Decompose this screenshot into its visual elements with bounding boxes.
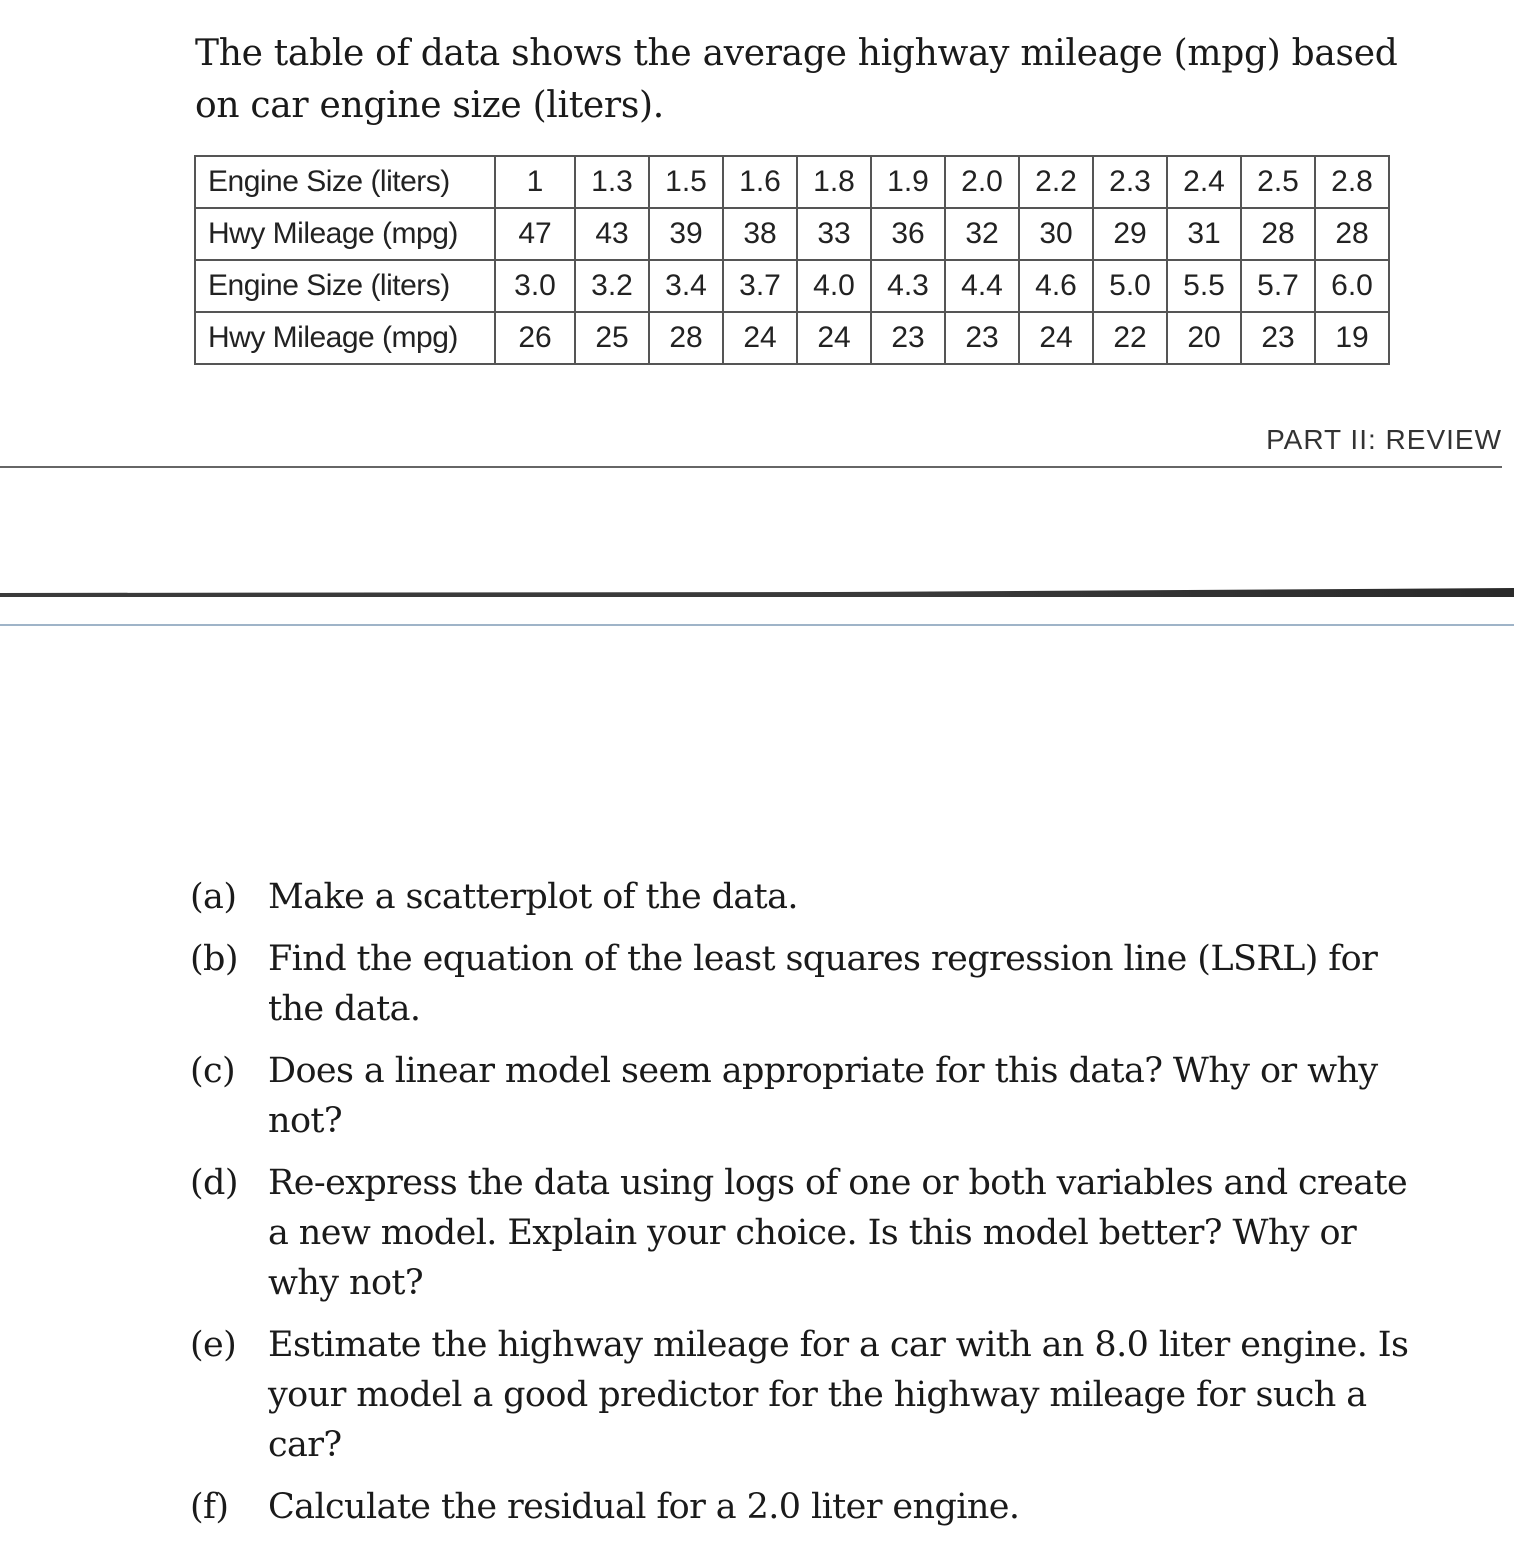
table-cell: 47 <box>495 208 575 260</box>
table-cell: 1.8 <box>797 156 871 208</box>
table-cell: 22 <box>1093 312 1167 364</box>
table-cell: 43 <box>575 208 649 260</box>
table-cell: 1.6 <box>723 156 797 208</box>
question-list <box>190 872 1430 1544</box>
divider-thin <box>0 466 1502 468</box>
table-cell: 30 <box>1019 208 1093 260</box>
table-cell: 1 <box>495 156 575 208</box>
table-cell: 23 <box>945 312 1019 364</box>
question-item <box>190 934 1430 1034</box>
divider-blue <box>0 624 1514 626</box>
table-cell: 39 <box>649 208 723 260</box>
row-label: Hwy Mileage (mpg) <box>195 312 495 364</box>
table-cell: 28 <box>1315 208 1389 260</box>
table-cell: 5.7 <box>1241 260 1315 312</box>
table-cell: 4.3 <box>871 260 945 312</box>
table-row <box>195 208 1389 260</box>
table-cell: 32 <box>945 208 1019 260</box>
table-cell: 28 <box>649 312 723 364</box>
table-cell: 36 <box>871 208 945 260</box>
question-text: Re-express the data using logs of one or both variables and create a new model. Explain your choice. Is this model better? Why or why not? <box>268 1163 1408 1303</box>
table-cell: 25 <box>575 312 649 364</box>
table-cell: 2.8 <box>1315 156 1389 208</box>
table-cell: 24 <box>1019 312 1093 364</box>
table-cell: 5.5 <box>1167 260 1241 312</box>
table-cell: 3.7 <box>723 260 797 312</box>
question-item <box>190 872 1430 922</box>
table-cell: 3.0 <box>495 260 575 312</box>
question-letter: (b) <box>190 939 238 979</box>
table-cell: 31 <box>1167 208 1241 260</box>
row-label: Engine Size (liters) <box>195 260 495 312</box>
question-letter: (d) <box>190 1163 238 1203</box>
question-letter: (f) <box>190 1487 229 1527</box>
section-label: PART II: REVIEW <box>1266 424 1502 455</box>
table-cell: 3.4 <box>649 260 723 312</box>
question-item <box>190 1320 1430 1470</box>
row-label: Engine Size (liters) <box>195 156 495 208</box>
table-cell: 5.0 <box>1093 260 1167 312</box>
question-item <box>190 1482 1430 1532</box>
table-cell: 38 <box>723 208 797 260</box>
table-cell: 29 <box>1093 208 1167 260</box>
table-cell: 24 <box>723 312 797 364</box>
question-text: Calculate the residual for a 2.0 liter engine. <box>268 1487 1020 1527</box>
table-cell: 4.0 <box>797 260 871 312</box>
question-item <box>190 1158 1430 1308</box>
table-cell: 1.3 <box>575 156 649 208</box>
table-cell: 4.6 <box>1019 260 1093 312</box>
table-cell: 23 <box>1241 312 1315 364</box>
table-row <box>195 260 1389 312</box>
intro-paragraph: The table of data shows the average highway mileage (mpg) based on car engine size (liters). <box>195 33 1398 126</box>
data-table <box>194 155 1390 365</box>
table-cell: 23 <box>871 312 945 364</box>
question-text: Make a scatterplot of the data. <box>268 877 798 917</box>
divider-thick <box>0 588 1514 597</box>
table-cell: 24 <box>797 312 871 364</box>
table-body <box>195 156 1389 364</box>
table-cell: 19 <box>1315 312 1389 364</box>
question-letter: (a) <box>190 877 237 917</box>
table-cell: 1.5 <box>649 156 723 208</box>
table-cell: 2.3 <box>1093 156 1167 208</box>
table-cell: 2.2 <box>1019 156 1093 208</box>
table-cell: 1.9 <box>871 156 945 208</box>
question-text: Estimate the highway mileage for a car with an 8.0 liter engine. Is your model a good predictor for the highway mileage for such a car? <box>268 1325 1409 1465</box>
table-cell: 28 <box>1241 208 1315 260</box>
table-cell: 26 <box>495 312 575 364</box>
question-text: Find the equation of the least squares regression line (LSRL) for the data. <box>268 939 1378 1029</box>
table-cell: 3.2 <box>575 260 649 312</box>
table-cell: 6.0 <box>1315 260 1389 312</box>
table-row <box>195 312 1389 364</box>
table-row <box>195 156 1389 208</box>
question-item <box>190 1046 1430 1146</box>
row-label: Hwy Mileage (mpg) <box>195 208 495 260</box>
question-letter: (e) <box>190 1325 237 1365</box>
table-cell: 20 <box>1167 312 1241 364</box>
question-text: Does a linear model seem appropriate for this data? Why or why not? <box>268 1051 1378 1141</box>
table-cell: 2.5 <box>1241 156 1315 208</box>
question-letter: (c) <box>190 1051 236 1091</box>
table-cell: 4.4 <box>945 260 1019 312</box>
table-cell: 2.0 <box>945 156 1019 208</box>
table-cell: 2.4 <box>1167 156 1241 208</box>
table-cell: 33 <box>797 208 871 260</box>
